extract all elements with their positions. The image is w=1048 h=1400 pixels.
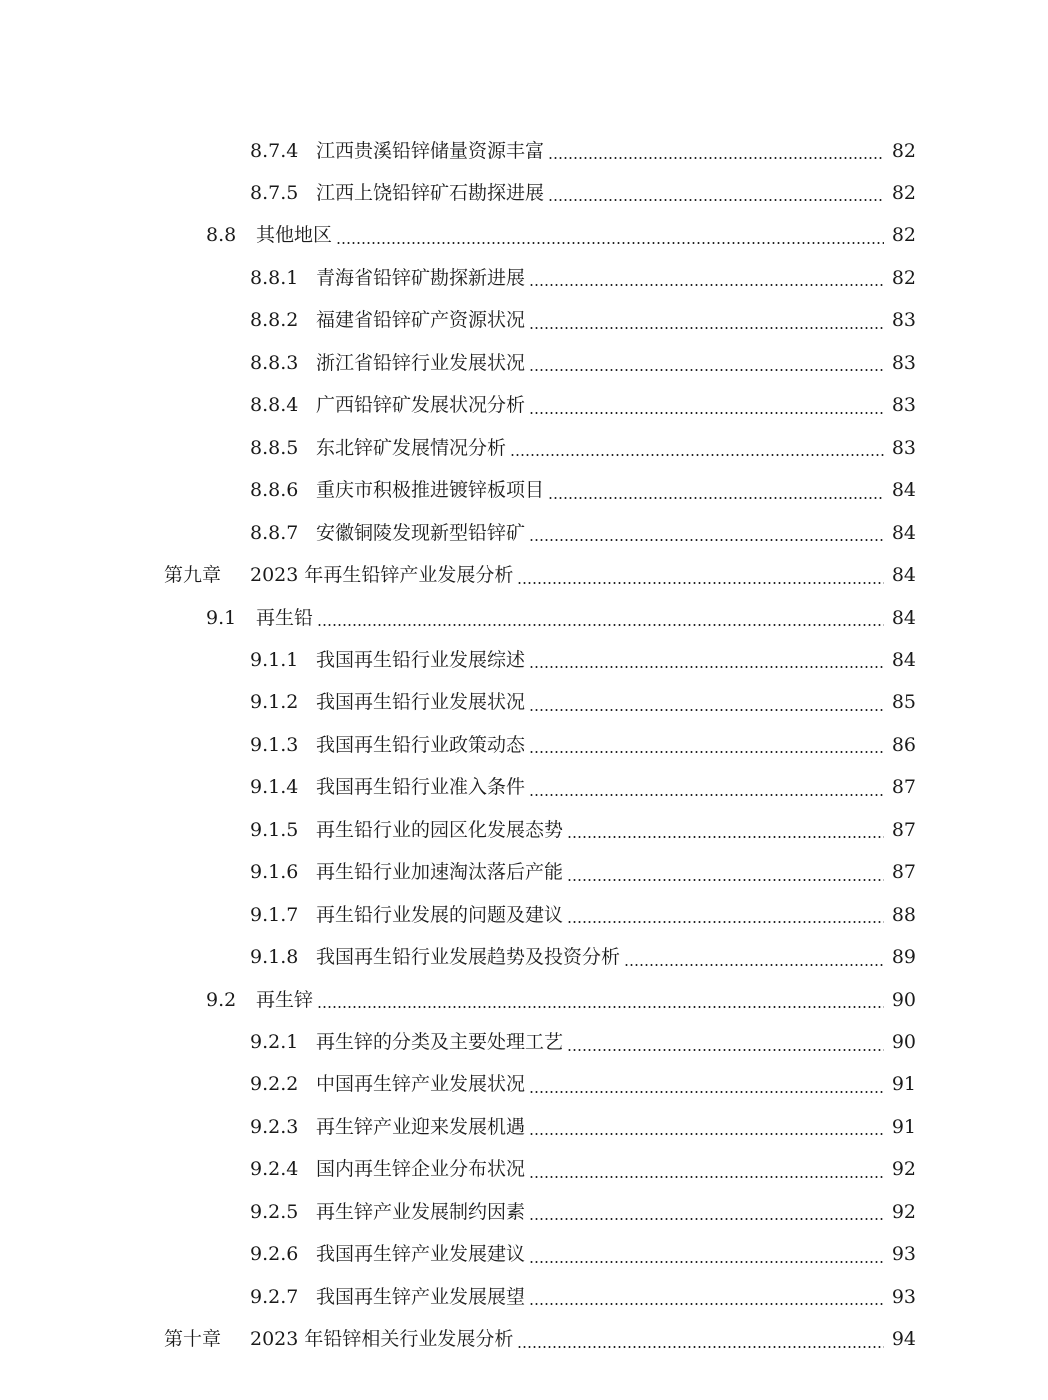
- toc-entry-page-number: 93: [891, 1243, 916, 1266]
- toc-entry[interactable]: [0, 1234, 1048, 1276]
- toc-entry-title: 我国再生铅行业发展综述: [316, 648, 526, 671]
- toc-entry-title: 浙江省铅锌行业发展状况: [316, 351, 526, 374]
- toc-entry-title: 国内再生锌企业分布状况: [316, 1158, 526, 1181]
- toc-entry-number: 8.8.7: [250, 521, 299, 544]
- toc-entry-number: 9.1.5: [250, 818, 299, 841]
- dot-leader: [529, 1091, 884, 1093]
- toc-entry-title: 我国再生铅行业准入条件: [316, 776, 526, 799]
- toc-entry-page-number: 92: [891, 1200, 916, 1223]
- toc-entry-page-number: 82: [891, 224, 916, 247]
- toc-entry-number: 8.8.4: [250, 394, 299, 417]
- toc-entry-page-number: 88: [891, 903, 916, 926]
- dot-leader: [529, 1176, 884, 1178]
- toc-entry-page-number: 87: [891, 776, 916, 799]
- toc-entry[interactable]: [0, 342, 1048, 384]
- toc-entry-page-number: 85: [891, 691, 916, 714]
- toc-entry-number: 9.1: [206, 606, 237, 629]
- toc-entry-page-number: 86: [891, 733, 916, 756]
- toc-entry-page-number: 83: [891, 351, 916, 374]
- dot-leader: [529, 709, 884, 711]
- toc-entry[interactable]: [0, 639, 1048, 681]
- toc-entry-number: 9.2: [206, 988, 237, 1011]
- toc-entry[interactable]: [0, 257, 1048, 299]
- toc-entry-page-number: 83: [891, 309, 916, 332]
- toc-entry-title: 东北锌矿发展情况分析: [316, 436, 507, 459]
- toc-entry[interactable]: [0, 852, 1048, 894]
- toc-entry-page-number: 84: [891, 479, 916, 502]
- dot-leader: [529, 1218, 884, 1220]
- toc-entry-title: 再生锌: [256, 988, 314, 1011]
- toc-entry-page-number: 94: [891, 1328, 916, 1351]
- toc-entry-title: 再生锌产业发展制约因素: [316, 1200, 526, 1223]
- toc-entry-number: 9.1.2: [250, 691, 299, 714]
- toc-entry[interactable]: [0, 555, 1048, 597]
- toc-entry-page-number: 91: [891, 1073, 916, 1096]
- toc-entry-number: 9.2.1: [250, 1031, 299, 1053]
- toc-entry-number: 9.2.6: [250, 1243, 299, 1266]
- toc-entry-page-number: 84: [891, 521, 916, 544]
- toc-entry-title: 再生铅行业加速淘汰落后产能: [316, 861, 564, 884]
- toc-entry[interactable]: [0, 937, 1048, 979]
- dot-leader: [567, 879, 884, 881]
- toc-entry-page-number: 82: [891, 266, 916, 289]
- toc-entry-number: 8.8.6: [250, 479, 299, 502]
- toc-entry-page-number: 84: [891, 564, 916, 586]
- toc-entry-number: 9.2.2: [250, 1073, 299, 1096]
- toc-entry[interactable]: [0, 1319, 1048, 1361]
- toc-entry-title: 再生铅行业的园区化发展态势: [316, 818, 564, 841]
- toc-entry-number: 8.8.1: [250, 266, 299, 289]
- toc-entry-number: 9.1.6: [250, 861, 299, 884]
- toc-entry[interactable]: [0, 894, 1048, 936]
- toc-entry-title: 安徽铜陵发现新型铅锌矿: [316, 521, 526, 544]
- toc-entry-number: 第十章: [164, 1328, 222, 1351]
- toc-entry-page-number: 87: [891, 861, 916, 884]
- dot-leader: [567, 1049, 884, 1051]
- dot-leader: [529, 412, 884, 414]
- toc-entry[interactable]: [0, 682, 1048, 724]
- toc-entry[interactable]: [0, 724, 1048, 766]
- toc-entry-title: 中国再生锌产业发展状况: [316, 1073, 526, 1096]
- dot-leader: [529, 327, 884, 329]
- toc-entry-title: 重庆市积极推进镀锌板项目: [316, 479, 545, 502]
- dot-leader: [529, 284, 884, 286]
- toc-entry[interactable]: [0, 979, 1048, 1021]
- toc-entry[interactable]: [0, 512, 1048, 554]
- toc-entry-page-number: 90: [891, 988, 916, 1011]
- toc-entry[interactable]: [0, 1106, 1048, 1148]
- toc-entry[interactable]: [0, 1022, 1048, 1064]
- toc-entry-page-number: 91: [891, 1115, 916, 1138]
- toc-entry[interactable]: [0, 1149, 1048, 1191]
- toc-entry-title: 其他地区: [256, 224, 333, 247]
- toc-entry-number: 9.2.5: [250, 1200, 299, 1223]
- dot-leader: [548, 157, 884, 159]
- toc-entry-number: 8.7.4: [250, 139, 299, 162]
- toc-entry-number: 9.1.4: [250, 776, 299, 799]
- dot-leader: [529, 1261, 884, 1263]
- toc-entry-number: 9.2.3: [250, 1115, 299, 1138]
- toc-entry[interactable]: [0, 767, 1048, 809]
- toc-entry-page-number: 82: [891, 139, 916, 162]
- toc-entry-title: 再生锌的分类及主要处理工艺: [316, 1031, 564, 1053]
- toc-entry-page-number: 90: [891, 1031, 916, 1053]
- toc-entry-title: 2023 年铅锌相关行业发展分析: [250, 1328, 514, 1351]
- toc-entry[interactable]: [0, 1064, 1048, 1106]
- toc-entry-number: 8.7.5: [250, 181, 299, 204]
- toc-entry-number: 8.8.2: [250, 309, 299, 332]
- dot-leader: [529, 369, 884, 371]
- toc-entry[interactable]: [0, 1276, 1048, 1318]
- toc-entry[interactable]: [0, 300, 1048, 342]
- toc-entry-title: 青海省铅锌矿勘探新进展: [316, 266, 526, 289]
- toc-entry-title: 再生锌产业迎来发展机遇: [316, 1115, 526, 1138]
- toc-entry-number: 9.1.1: [250, 648, 299, 671]
- toc-entry-page-number: 89: [891, 946, 916, 969]
- dot-leader: [336, 242, 884, 244]
- toc-entry-page-number: 82: [891, 181, 916, 204]
- toc-entry-number: 第九章: [164, 564, 222, 586]
- toc-entry[interactable]: [0, 809, 1048, 851]
- toc-entry-title: 我国再生铅行业发展趋势及投资分析: [316, 946, 621, 969]
- toc-entry[interactable]: [0, 427, 1048, 469]
- dot-leader: [529, 1303, 884, 1305]
- dot-leader: [567, 836, 884, 838]
- toc-entry[interactable]: [0, 470, 1048, 512]
- toc-entry-page-number: 93: [891, 1285, 916, 1308]
- dot-leader: [624, 964, 884, 966]
- toc-entry-title: 2023 年再生铅锌产业发展分析: [250, 564, 514, 586]
- toc-entry-title: 我国再生锌产业发展建议: [316, 1243, 526, 1266]
- toc-entry-title: 我国再生铅行业政策动态: [316, 733, 526, 756]
- toc-entry[interactable]: [0, 215, 1048, 257]
- toc-entry-page-number: 87: [891, 818, 916, 841]
- dot-leader: [517, 582, 884, 584]
- dot-leader: [529, 666, 884, 668]
- dot-leader: [517, 1346, 884, 1348]
- dot-leader: [567, 921, 884, 923]
- toc-entry-page-number: 83: [891, 436, 916, 459]
- dot-leader: [548, 199, 884, 201]
- toc-entry-title: 福建省铅锌矿产资源状况: [316, 309, 526, 332]
- toc-entry[interactable]: [0, 172, 1048, 214]
- toc-entry-title: 江西上饶铅锌矿石勘探进展: [316, 181, 545, 204]
- toc-entry-number: 9.1.7: [250, 903, 299, 926]
- toc-entry-title: 再生铅: [256, 606, 314, 629]
- toc-entry-page-number: 84: [891, 606, 916, 629]
- toc-entry-number: 9.2.4: [250, 1158, 299, 1181]
- dot-leader: [529, 794, 884, 796]
- toc-entry[interactable]: [0, 130, 1048, 172]
- toc-entry-number: 8.8.5: [250, 436, 299, 459]
- toc-entry[interactable]: [0, 385, 1048, 427]
- toc-entry[interactable]: [0, 597, 1048, 639]
- toc-entry-number: 9.1.3: [250, 733, 299, 756]
- toc-entry-page-number: 92: [891, 1158, 916, 1181]
- toc-entry-title: 我国再生铅行业发展状况: [316, 691, 526, 714]
- toc-entry-page-number: 84: [891, 648, 916, 671]
- dot-leader: [317, 1006, 884, 1008]
- dot-leader: [317, 624, 884, 626]
- toc-entry-title: 广西铅锌矿发展状况分析: [316, 394, 526, 417]
- toc-entry-page-number: 83: [891, 394, 916, 417]
- toc-entry-title: 再生铅行业发展的问题及建议: [316, 903, 564, 926]
- dot-leader: [510, 454, 884, 456]
- toc-entry-number: 9.1.8: [250, 946, 299, 969]
- toc-entry-title: 我国再生锌产业发展展望: [316, 1285, 526, 1308]
- dot-leader: [529, 539, 884, 541]
- toc-entry-number: 8.8: [206, 224, 237, 247]
- toc-entry-title: 江西贵溪铅锌储量资源丰富: [316, 139, 545, 162]
- dot-leader: [529, 751, 884, 753]
- toc-entry-number: 8.8.3: [250, 351, 299, 374]
- toc-entry-number: 9.2.7: [250, 1285, 299, 1308]
- dot-leader: [548, 497, 884, 499]
- toc-entry[interactable]: [0, 1191, 1048, 1233]
- dot-leader: [529, 1133, 884, 1135]
